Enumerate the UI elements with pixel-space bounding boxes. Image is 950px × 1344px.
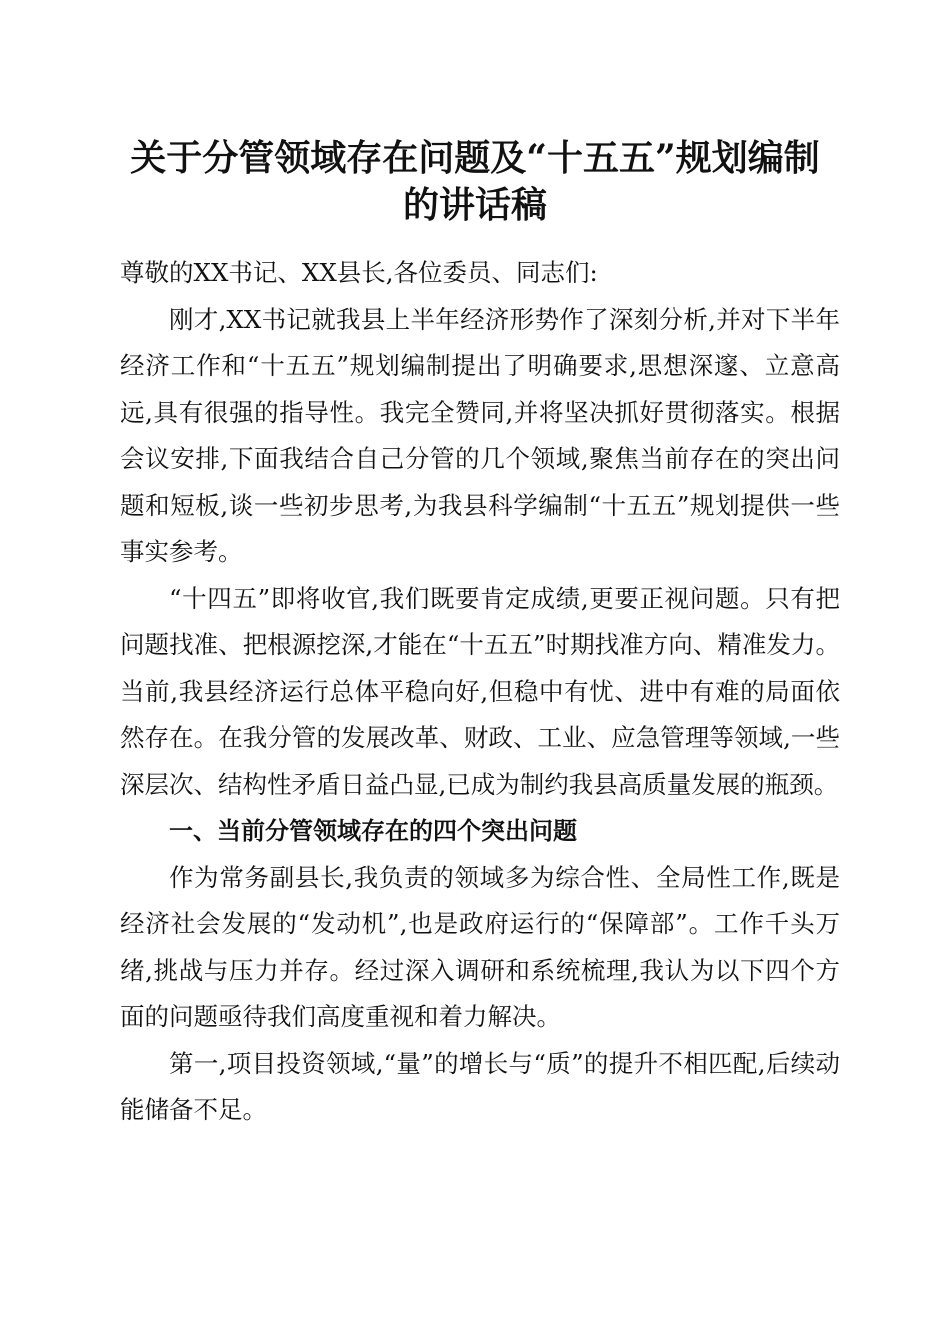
paragraph-context: “十四五”即将收官,我们既要肯定成绩,更要正视问题。只有把问题找准、把根源挖深,才能在“十五五”时期找准方向、精准发力。当前,我县经济运行总体平稳向好,但稳中有忧、进中有难的局面依然存在。在我分管的发展改革、财政、工业、应急管理等领域,一些深层次、结构性矛盾日益凸显,已成为制约我县高质量发展的瓶颈。 [120,583,840,799]
document-body [120,250,840,1134]
paragraph-point-one: 第一,项目投资领域,“量”的增长与“质”的提升不相匹配,后续动能储备不足。 [120,1048,840,1124]
document-title-line-2: 的讲话稿 [402,184,547,226]
paragraph-section-intro: 作为常务副县长,我负责的领域多为综合性、全局性工作,既是经济社会发展的“发动机”,也是政府运行的“保障部”。工作千头万绪,挑战与压力并存。经过深入调研和系统梳理,我认为以下四个方面的问题亟待我们高度重视和着力解决。 [120,862,840,1031]
salutation: 尊敬的XX书记、XX县长,各位委员、同志们: [120,258,598,287]
document-title-line-1: 关于分管领域存在问题及“十五五”规划编制 [130,137,820,179]
section-heading-1: 一、当前分管领域存在的四个突出问题 [169,817,577,845]
paragraph-opening: 刚才,XX书记就我县上半年经济形势作了深刻分析,并对下半年经济工作和“十五五”规划编制提出了明确要求,思想深邃、立意高远,具有很强的指导性。我完全赞同,并将坚决抓好贯彻落实。根据会议安排,下面我结合自己分管的几个领域,聚焦当前存在的突出问题和短板,谈一些初步思考,为我县科学编制“十五五”规划提供一些事实参考。 [120,304,840,566]
